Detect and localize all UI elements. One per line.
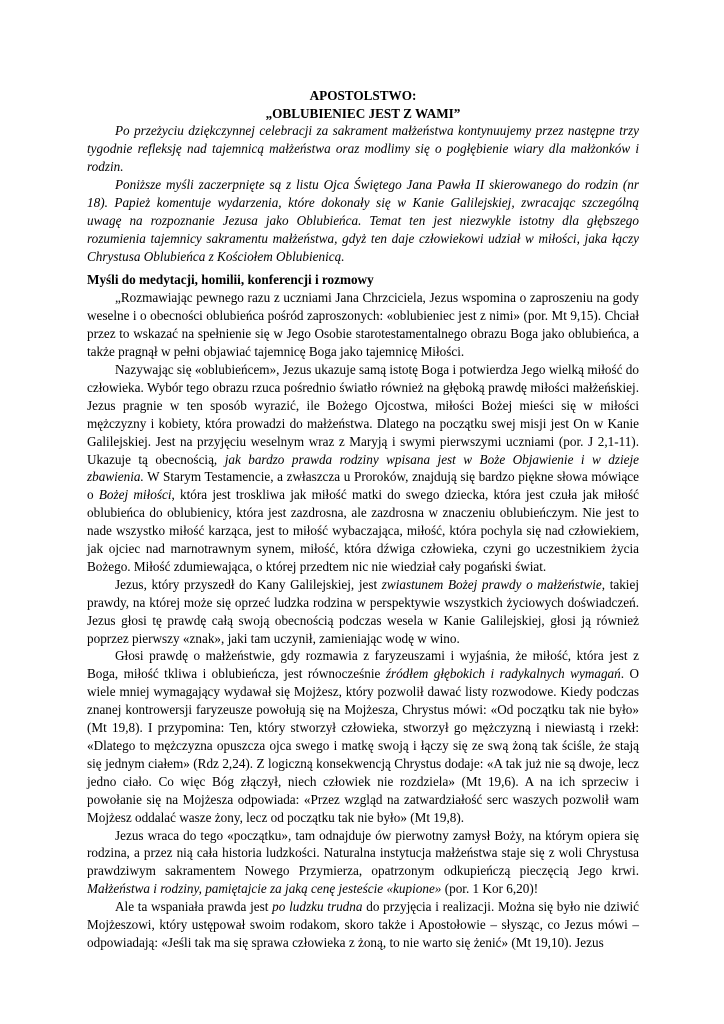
text-run: Jezus wraca do tego «początku», tam odnajduje ów pierwotny zamysł Boży, na którym opiera się rodzina, a przez nią cała historia ludzkości. Naturalna instytucja małżeństwa staje się z woli Chrystusa prawdziwym sakramentem Nowego Przymierza, opatrzonym odkupieńczą pieczęcią Jego krwi. — [87, 827, 639, 879]
italic-text-run: Małżeństwa i rodziny, pamiętajcie za jaką cenę jesteście «kupione» — [87, 881, 442, 897]
text-run: do przyjęcia i realizacji. Można się było nie dziwić Mojżeszowi, który ustępował swoim rodakom, skoro także i Apostołowie – słysząc, co Jezus mówi – odpowiadają: «Jeśli tak ma się sprawa człowieka z żoną, to nie warto się żenić» (Mt 19,10). Jezus — [87, 899, 639, 950]
italic-text-run: Bożej miłości — [98, 487, 172, 503]
italic-text-run: zwiastunem Bożej prawdy o małżeństwie — [381, 576, 602, 592]
italic-text-run: jak bardzo prawda rodziny wpisana jest w Boże Objawienie i w dzieje zbawienia. — [87, 451, 639, 485]
document-title — [87, 87, 639, 122]
text-run: , która jest troskliwa jak miłość matki do swego dziecka, która jest czuła jak miłość oblubieńca do oblubienicy, która jest zazdrosna, ale zazdrosna w znaczeniu oblubieńczym. Nie jest to nade wszystko miłość karząca, jest to miłość wybaczająca, miłość, która pochyla się nad człowiekiem, jak ojciec nad marnotrawnym synem, miłość, która dźwiga człowieka, czyni go uczestnikiem życia Bożego. Miłość zdumiewająca, o której przedtem nic nie wiedział cały pogański świat. — [87, 487, 639, 574]
italic-text-run: źródłem głębokich i radykalnych wymagań — [385, 666, 621, 682]
intro-paragraph-1: Po przeżyciu dziękczynnej celebracji za sakrament małżeństwa kontynuujemy przez następne trzy tygodnie refleksję nad tajemnicą małżeństwa oraz modlimy się o pogłębienie wiary dla małżonków i rodzin. — [87, 123, 639, 174]
text-run: Głosi prawdę o małżeństwie, gdy rozmawia z faryzeuszami i wyjaśnia, że miłość, która jest z Boga, miłość tkliwa i oblubieńcza, jest równocześnie — [87, 648, 639, 682]
text-run: Ale ta wspaniała prawda jest — [115, 899, 273, 915]
body-paragraph — [87, 361, 639, 576]
text-run: , takiej prawdy, na której może się oprzeć ludzka rodzina w perspektywie wszystkich życiowych doświadczeń. Jezus głosi tę prawdę całą swoją obecnością podczas wesela w Kanie Galilejskiej, głosi ją również poprzez pierwszy «znak», jaki tam uczynił, zamieniając wodę w wino. — [87, 576, 639, 646]
text-run: „Rozmawiając pewnego razu z uczniami Jana Chrzciciela, Jezus wspomina o zaproszeniu na gody weselne i o obecności oblubieńca pośród zaproszonych: «oblubieniec jest z nimi» (por. Mt 9,15). Chciał przez to wskazać na spełnienie się w Jego Osobie starotestamentalnego obrazu Boga jako oblubieńca, a także pragnął w pełni objawiać tajemnicę Boga jako tajemnicę Miłości. — [87, 290, 639, 360]
body-paragraph — [87, 289, 639, 361]
text-run: (por. 1 Kor 6,20)! — [441, 881, 539, 897]
intro-paragraph-2: Poniższe myśli zaczerpnięte są z listu Ojca Świętego Jana Pawła II skierowanego do rodzin (nr 18). Papież komentuje wydarzenia, które dokonały się w Kanie Galilejskiej, zwracając szczególną uwagę na rozpoznanie Jezusa jako Oblubieńca. Temat ten jest niezwykle istotny dla głębszego rozumienia tajemnicy sakramentu małżeństwa, gdyż ten daje człowiekowi udział w miłości, jaka łączy Chrystusa Oblubieńca z Kościołem Oblubienicą. — [87, 176, 639, 264]
document-page — [87, 87, 639, 952]
body-paragraph — [87, 576, 639, 648]
body-paragraph — [87, 898, 639, 952]
text-run: Nazywając się «oblubieńcem», Jezus ukazuje samą istotę Boga i potwierdza Jego wielką miłość do człowieka. Wybór tego obrazu rzuca pośrednio światło również na głęboką prawdę miłości małżeńskiej. Jezus pragnie w ten sposób wyrazić, ile Bożego Ojcostwa, miłości Bożej mieści się w miłości mężczyzny i kobiety, która prowadzi do małżeństwa. Dlatego na początku swej misji jest On w Kanie Galilejskiej. Jest na przyjęciu weselnym wraz z Maryją i swymi pierwszymi uczniami (por. J 2,1-11). Ukazuje tą obecnością, — [87, 361, 639, 467]
text-run: Jezus, który przyszedł do Kany Galilejskiej, jest — [115, 576, 382, 592]
body-paragraph — [87, 827, 639, 899]
text-run: . O wiele mniej wymagający wydawał się Mojżesz, który pozwolił dawać listy rozwodowe. Kiedy podczas znanej kontrowersji faryzeusze powołują się na Mojżesza, Chrystus mówi: «Od początku tak nie było» (Mt 19,8). I przypomina: Ten, który stworzył człowieka, stworzył go mężczyzną i niewiastą i rzekł: «Dlatego to mężczyzna opuszcza ojca swego i matkę swoją i łączy się ze swą żoną tak ściśle, że stają się jednym ciałem» (Rdz 2,24). Z logiczną konsekwencją Chrystus dodaje: «A tak już nie są dwoje, lecz jedno ciało. Co więc Bóg złączył, niech człowiek nie rozdziela» (Mt 19,6). A na ich sprzeciw i powołanie się na Mojżesza odpowiada: «Przez wzgląd na zatwardziałość serc waszych pozwolił wam Mojżesz oddalać wasze żony, lecz od początku tak nie było» (Mt 19,8). — [87, 666, 639, 825]
body-paragraph — [87, 647, 639, 826]
text-run: W Starym Testamencie, a zwłaszcza u Proroków, znajdują się bardzo piękne słowa mówiące o — [87, 469, 639, 503]
title-line-2: „OBLUBIENIEC JEST Z WAMI” — [265, 105, 461, 121]
body-text — [87, 289, 639, 952]
section-heading: Myśli do medytacji, homilii, konferencji i rozmowy — [87, 272, 374, 288]
title-line-1: APOSTOLSTWO: — [309, 88, 417, 103]
italic-text-run: po ludzku trudna — [272, 899, 363, 915]
